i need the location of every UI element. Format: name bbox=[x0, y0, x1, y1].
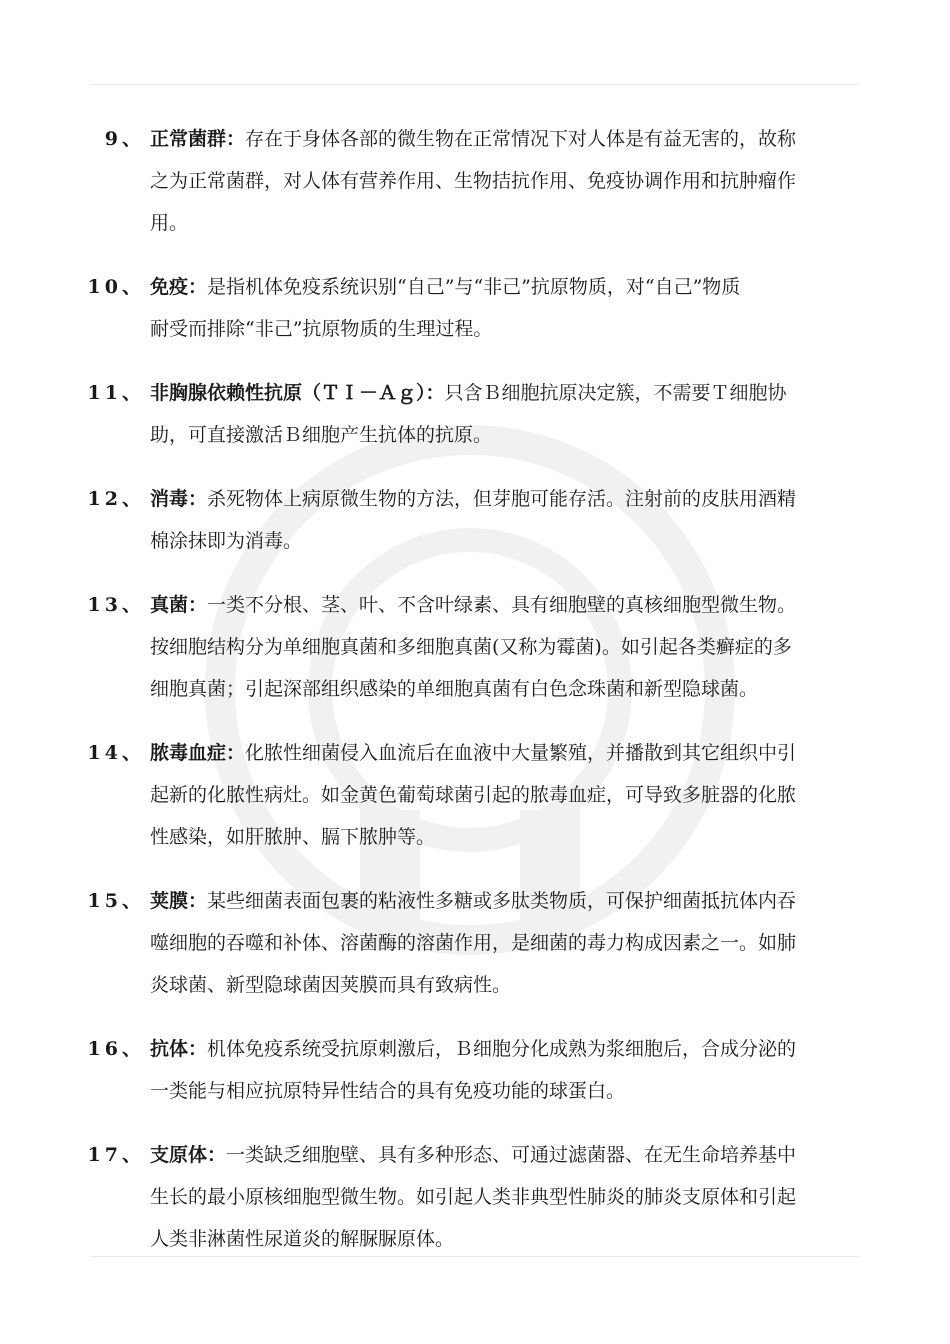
definition-line bbox=[0, 160, 950, 202]
entry-text: 炎球菌、新型隐球菌因荚膜而具有致病性。 bbox=[150, 974, 512, 996]
entry-text: 生长的最小原核细胞型微生物。如引起人类非典型性肺炎的肺炎支原体和引起 bbox=[150, 1186, 797, 1208]
entry-text: 一类不分根、茎、叶、不含叶绿素、具有细胞壁的真核细胞型微生物。 bbox=[207, 594, 797, 616]
entry-number: 11、 bbox=[87, 382, 145, 404]
entry-term: 真菌： bbox=[150, 594, 208, 616]
definition-line bbox=[0, 202, 950, 244]
entry-number: 14、 bbox=[87, 742, 145, 764]
entry-text: 细胞真菌；引起深部组织感染的单细胞真菌有白色念珠菌和新型隐球菌。 bbox=[150, 678, 759, 700]
definition-entry bbox=[0, 118, 950, 244]
definition-line bbox=[0, 732, 950, 774]
entry-term: 支原体： bbox=[150, 1144, 227, 1166]
entry-content bbox=[150, 732, 796, 774]
entry-content bbox=[150, 1028, 796, 1070]
definition-entry bbox=[0, 732, 950, 858]
entry-content bbox=[150, 372, 787, 414]
entry-text: 杀死物体上病原微生物的方法，但芽胞可能存活。注射前的皮肤用酒精 bbox=[207, 488, 797, 510]
entry-text: 一类缺乏细胞壁、具有多种形态、可通过滤菌器、在无生命培养基中 bbox=[226, 1144, 797, 1166]
entry-content bbox=[150, 584, 796, 626]
entry-term: 脓毒血症： bbox=[150, 742, 246, 764]
entry-text: 之为正常菌群，对人体有营养作用、生物拮抗作用、免疫协调作用和抗肿瘤作 bbox=[150, 170, 797, 192]
definition-entry bbox=[0, 478, 950, 562]
definition-entry bbox=[0, 880, 950, 1006]
definition-line bbox=[0, 266, 950, 308]
definition-entry bbox=[0, 1028, 950, 1112]
entry-text: 存在于身体各部的微生物在正常情况下对人体是有益无害的，故称 bbox=[245, 128, 797, 150]
entry-text: 按细胞结构分为单细胞真菌和多细胞真菌(又称为霉菌)。如引起各类癣症的多 bbox=[150, 636, 792, 658]
entry-text: 某些细菌表面包裹的粘液性多糖或多肽类物质，可保护细菌抵抗体内吞 bbox=[207, 890, 797, 912]
definition-line bbox=[0, 372, 950, 414]
entry-number: 9、 bbox=[104, 128, 145, 150]
entry-text: 起新的化脓性病灶。如金黄色葡萄球菌引起的脓毒血症，可导致多脏器的化脓 bbox=[150, 784, 797, 806]
definition-line bbox=[0, 308, 950, 350]
definition-line bbox=[0, 414, 950, 456]
entry-number: 15、 bbox=[87, 890, 145, 912]
entry-text: 化脓性细菌侵入血流后在血液中大量繁殖，并播散到其它组织中引 bbox=[245, 742, 797, 764]
entry-content bbox=[150, 118, 796, 160]
definition-entry bbox=[0, 1134, 950, 1260]
definition-line bbox=[0, 118, 950, 160]
header-rule bbox=[90, 84, 860, 85]
definition-line bbox=[0, 1028, 950, 1070]
entry-text: 性感染，如肝脓肿、膈下脓肿等。 bbox=[150, 826, 436, 848]
entry-text: 用。 bbox=[150, 212, 189, 234]
entry-text: 只含Ｂ细胞抗原决定簇，不需要Ｔ细胞协 bbox=[444, 382, 787, 404]
definition-line bbox=[0, 668, 950, 710]
entry-content bbox=[150, 1134, 796, 1176]
entry-content bbox=[150, 478, 796, 520]
entry-text: 是指机体免疫系统识别“自己”与“非己”抗原物质，对“自己”物质 bbox=[207, 276, 741, 298]
definition-entry bbox=[0, 372, 950, 456]
definition-entry bbox=[0, 584, 950, 710]
entry-term: 免疫： bbox=[150, 276, 208, 298]
definition-line bbox=[0, 880, 950, 922]
definition-line bbox=[0, 774, 950, 816]
definition-line bbox=[0, 1134, 950, 1176]
entry-text: 棉涂抹即为消毒。 bbox=[150, 530, 303, 552]
definition-entry bbox=[0, 266, 950, 350]
entry-text: 人类非淋菌性尿道炎的解脲脲原体。 bbox=[150, 1228, 455, 1250]
entry-number: 10、 bbox=[87, 276, 145, 298]
definition-line bbox=[0, 478, 950, 520]
entry-number: 17、 bbox=[87, 1144, 145, 1166]
entry-term: 抗体： bbox=[150, 1038, 208, 1060]
entry-content bbox=[150, 266, 740, 308]
entry-term: 非胸腺依赖性抗原（ＴＩ－Ａｇ）： bbox=[150, 382, 445, 404]
entry-text: 噬细胞的吞噬和补体、溶菌酶的溶菌作用，是细菌的毒力构成因素之一。如肺 bbox=[150, 932, 797, 954]
entry-text: 机体免疫系统受抗原刺激后，Ｂ细胞分化成熟为浆细胞后，合成分泌的 bbox=[207, 1038, 797, 1060]
footer-rule bbox=[90, 1256, 860, 1257]
definition-line bbox=[0, 922, 950, 964]
entry-text: 一类能与相应抗原特异性结合的具有免疫功能的球蛋白。 bbox=[150, 1080, 626, 1102]
definition-line bbox=[0, 520, 950, 562]
entry-number: 13、 bbox=[87, 594, 145, 616]
definition-line bbox=[0, 816, 950, 858]
definition-line bbox=[0, 1176, 950, 1218]
entry-term: 消毒： bbox=[150, 488, 208, 510]
definition-line bbox=[0, 626, 950, 668]
entry-number: 16、 bbox=[87, 1038, 145, 1060]
entry-term: 正常菌群： bbox=[150, 128, 246, 150]
entry-term: 荚膜： bbox=[150, 890, 208, 912]
entry-text: 助，可直接激活Ｂ细胞产生抗体的抗原。 bbox=[150, 424, 493, 446]
definition-list bbox=[0, 118, 950, 1282]
entry-text: 耐受而排除“非己”抗原物质的生理过程。 bbox=[150, 318, 493, 340]
definition-line bbox=[0, 584, 950, 626]
definition-line bbox=[0, 964, 950, 1006]
definition-line bbox=[0, 1218, 950, 1260]
definition-line bbox=[0, 1070, 950, 1112]
entry-content bbox=[150, 880, 796, 922]
entry-number: 12、 bbox=[87, 488, 145, 510]
